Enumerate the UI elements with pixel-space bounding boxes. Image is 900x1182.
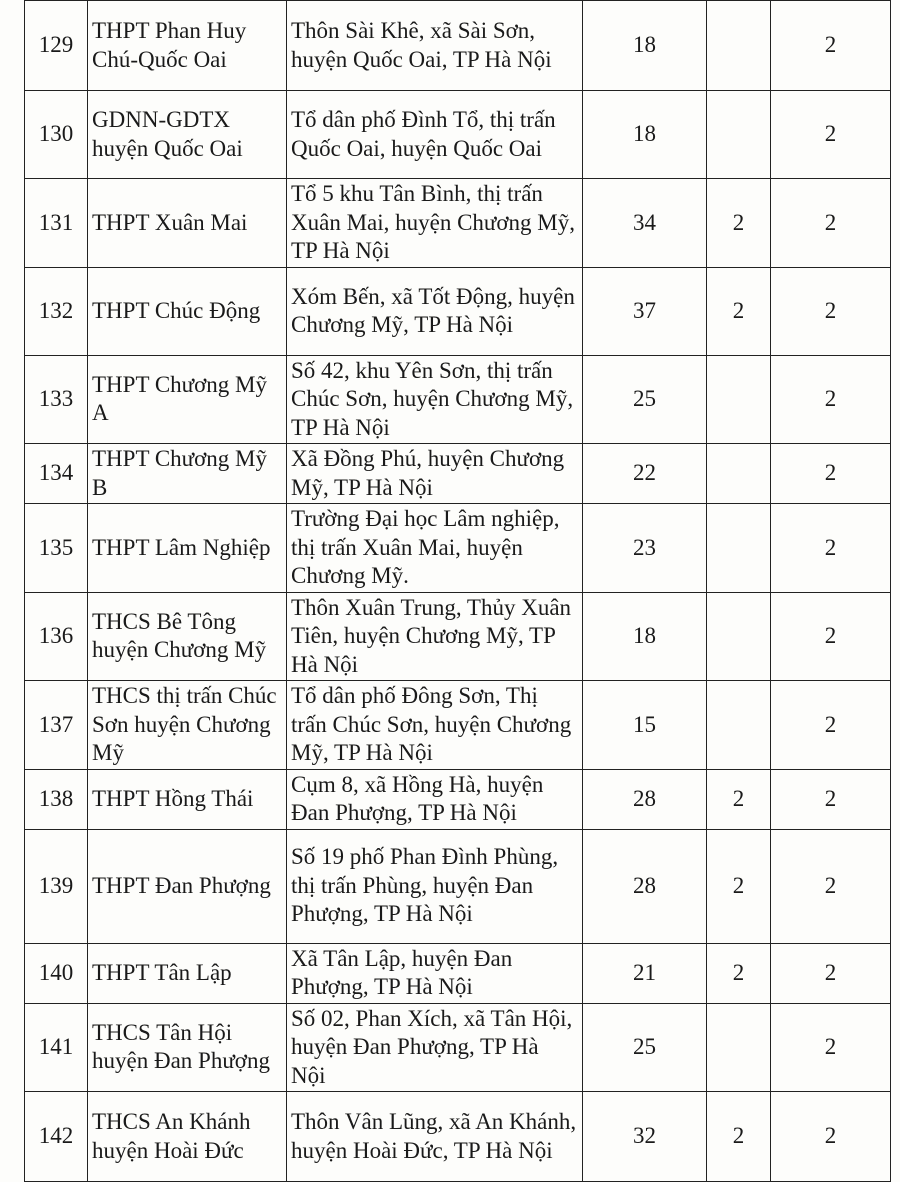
school-name: THCS An Khánh huyện Hoài Đức bbox=[88, 1092, 287, 1182]
value-col-1: 18 bbox=[583, 1, 707, 91]
row-number: 130 bbox=[25, 91, 88, 179]
table-row bbox=[25, 769, 891, 829]
table-body bbox=[25, 1, 891, 1182]
value-col-3: 2 bbox=[771, 592, 891, 681]
school-address: Thôn Xuân Trung, Thủy Xuân Tiên, huyện Chương Mỹ, TP Hà Nội bbox=[287, 592, 583, 681]
value-col-3: 2 bbox=[771, 1, 891, 91]
school-address: Xã Đồng Phú, huyện Chương Mỹ, TP Hà Nội bbox=[287, 444, 583, 504]
row-number: 141 bbox=[25, 1003, 88, 1092]
table-row bbox=[25, 1, 891, 91]
school-name: THPT Xuân Mai bbox=[88, 179, 287, 268]
school-name: THPT Chương Mỹ B bbox=[88, 444, 287, 504]
value-col-3: 2 bbox=[771, 267, 891, 355]
row-number: 133 bbox=[25, 355, 88, 444]
table-row bbox=[25, 681, 891, 770]
value-col-3: 2 bbox=[771, 1003, 891, 1092]
value-col-3: 2 bbox=[771, 1092, 891, 1182]
value-col-2 bbox=[707, 355, 771, 444]
value-col-3: 2 bbox=[771, 769, 891, 829]
school-address: Xóm Bến, xã Tốt Động, huyện Chương Mỹ, TP Hà Nội bbox=[287, 267, 583, 355]
school-name: GDNN-GDTX huyện Quốc Oai bbox=[88, 91, 287, 179]
row-number: 135 bbox=[25, 504, 88, 593]
row-number: 139 bbox=[25, 829, 88, 943]
school-address: Số 42, khu Yên Sơn, thị trấn Chúc Sơn, huyện Chương Mỹ, TP Hà Nội bbox=[287, 355, 583, 444]
row-number: 142 bbox=[25, 1092, 88, 1182]
value-col-2: 2 bbox=[707, 769, 771, 829]
value-col-2 bbox=[707, 504, 771, 593]
row-number: 134 bbox=[25, 444, 88, 504]
table-row bbox=[25, 444, 891, 504]
school-name: THCS Bê Tông huyện Chương Mỹ bbox=[88, 592, 287, 681]
value-col-2: 2 bbox=[707, 943, 771, 1003]
school-address: Cụm 8, xã Hồng Hà, huyện Đan Phượng, TP Hà Nội bbox=[287, 769, 583, 829]
value-col-1: 22 bbox=[583, 444, 707, 504]
value-col-1: 18 bbox=[583, 91, 707, 179]
table-row bbox=[25, 179, 891, 268]
row-number: 140 bbox=[25, 943, 88, 1003]
value-col-2 bbox=[707, 91, 771, 179]
school-address: Số 02, Phan Xích, xã Tân Hội, huyện Đan Phượng, TP Hà Nội bbox=[287, 1003, 583, 1092]
school-address: Tổ dân phố Đình Tổ, thị trấn Quốc Oai, huyện Quốc Oai bbox=[287, 91, 583, 179]
value-col-1: 28 bbox=[583, 769, 707, 829]
school-address: Thôn Sài Khê, xã Sài Sơn, huyện Quốc Oai, TP Hà Nội bbox=[287, 1, 583, 91]
value-col-2: 2 bbox=[707, 267, 771, 355]
school-name: THPT Lâm Nghiệp bbox=[88, 504, 287, 593]
school-name: THPT Chương Mỹ A bbox=[88, 355, 287, 444]
table-row bbox=[25, 1003, 891, 1092]
row-number: 136 bbox=[25, 592, 88, 681]
value-col-3: 2 bbox=[771, 444, 891, 504]
school-name: THPT Phan Huy Chú-Quốc Oai bbox=[88, 1, 287, 91]
table-row bbox=[25, 1092, 891, 1182]
exam-sites-table bbox=[24, 0, 891, 1182]
value-col-1: 18 bbox=[583, 592, 707, 681]
value-col-1: 37 bbox=[583, 267, 707, 355]
row-number: 131 bbox=[25, 179, 88, 268]
value-col-1: 23 bbox=[583, 504, 707, 593]
school-name: THPT Chúc Động bbox=[88, 267, 287, 355]
value-col-2 bbox=[707, 1, 771, 91]
value-col-2: 2 bbox=[707, 1092, 771, 1182]
value-col-1: 15 bbox=[583, 681, 707, 770]
row-number: 137 bbox=[25, 681, 88, 770]
value-col-3: 2 bbox=[771, 943, 891, 1003]
table-row bbox=[25, 592, 891, 681]
value-col-3: 2 bbox=[771, 91, 891, 179]
table-row bbox=[25, 829, 891, 943]
value-col-3: 2 bbox=[771, 829, 891, 943]
school-address: Thôn Vân Lũng, xã An Khánh, huyện Hoài Đức, TP Hà Nội bbox=[287, 1092, 583, 1182]
value-col-3: 2 bbox=[771, 179, 891, 268]
table-row bbox=[25, 91, 891, 179]
school-name: THPT Tân Lập bbox=[88, 943, 287, 1003]
school-address: Số 19 phố Phan Đình Phùng, thị trấn Phùng, huyện Đan Phượng, TP Hà Nội bbox=[287, 829, 583, 943]
value-col-1: 25 bbox=[583, 355, 707, 444]
value-col-1: 32 bbox=[583, 1092, 707, 1182]
value-col-2 bbox=[707, 1003, 771, 1092]
school-address: Tổ 5 khu Tân Bình, thị trấn Xuân Mai, huyện Chương Mỹ, TP Hà Nội bbox=[287, 179, 583, 268]
row-number: 138 bbox=[25, 769, 88, 829]
school-address: Trường Đại học Lâm nghiệp, thị trấn Xuân Mai, huyện Chương Mỹ. bbox=[287, 504, 583, 593]
school-name: THPT Đan Phượng bbox=[88, 829, 287, 943]
value-col-1: 28 bbox=[583, 829, 707, 943]
value-col-2: 2 bbox=[707, 829, 771, 943]
value-col-3: 2 bbox=[771, 681, 891, 770]
table-row bbox=[25, 267, 891, 355]
value-col-1: 25 bbox=[583, 1003, 707, 1092]
value-col-1: 21 bbox=[583, 943, 707, 1003]
row-number: 132 bbox=[25, 267, 88, 355]
school-name: THCS Tân Hội huyện Đan Phượng bbox=[88, 1003, 287, 1092]
table-row bbox=[25, 943, 891, 1003]
value-col-3: 2 bbox=[771, 355, 891, 444]
table-row bbox=[25, 504, 891, 593]
value-col-1: 34 bbox=[583, 179, 707, 268]
table-row bbox=[25, 355, 891, 444]
school-address: Tổ dân phố Đông Sơn, Thị trấn Chúc Sơn, huyện Chương Mỹ, TP Hà Nội bbox=[287, 681, 583, 770]
value-col-2: 2 bbox=[707, 179, 771, 268]
value-col-3: 2 bbox=[771, 504, 891, 593]
school-name: THCS thị trấn Chúc Sơn huyện Chương Mỹ bbox=[88, 681, 287, 770]
school-name: THPT Hồng Thái bbox=[88, 769, 287, 829]
value-col-2 bbox=[707, 592, 771, 681]
value-col-2 bbox=[707, 444, 771, 504]
school-address: Xã Tân Lập, huyện Đan Phượng, TP Hà Nội bbox=[287, 943, 583, 1003]
value-col-2 bbox=[707, 681, 771, 770]
row-number: 129 bbox=[25, 1, 88, 91]
